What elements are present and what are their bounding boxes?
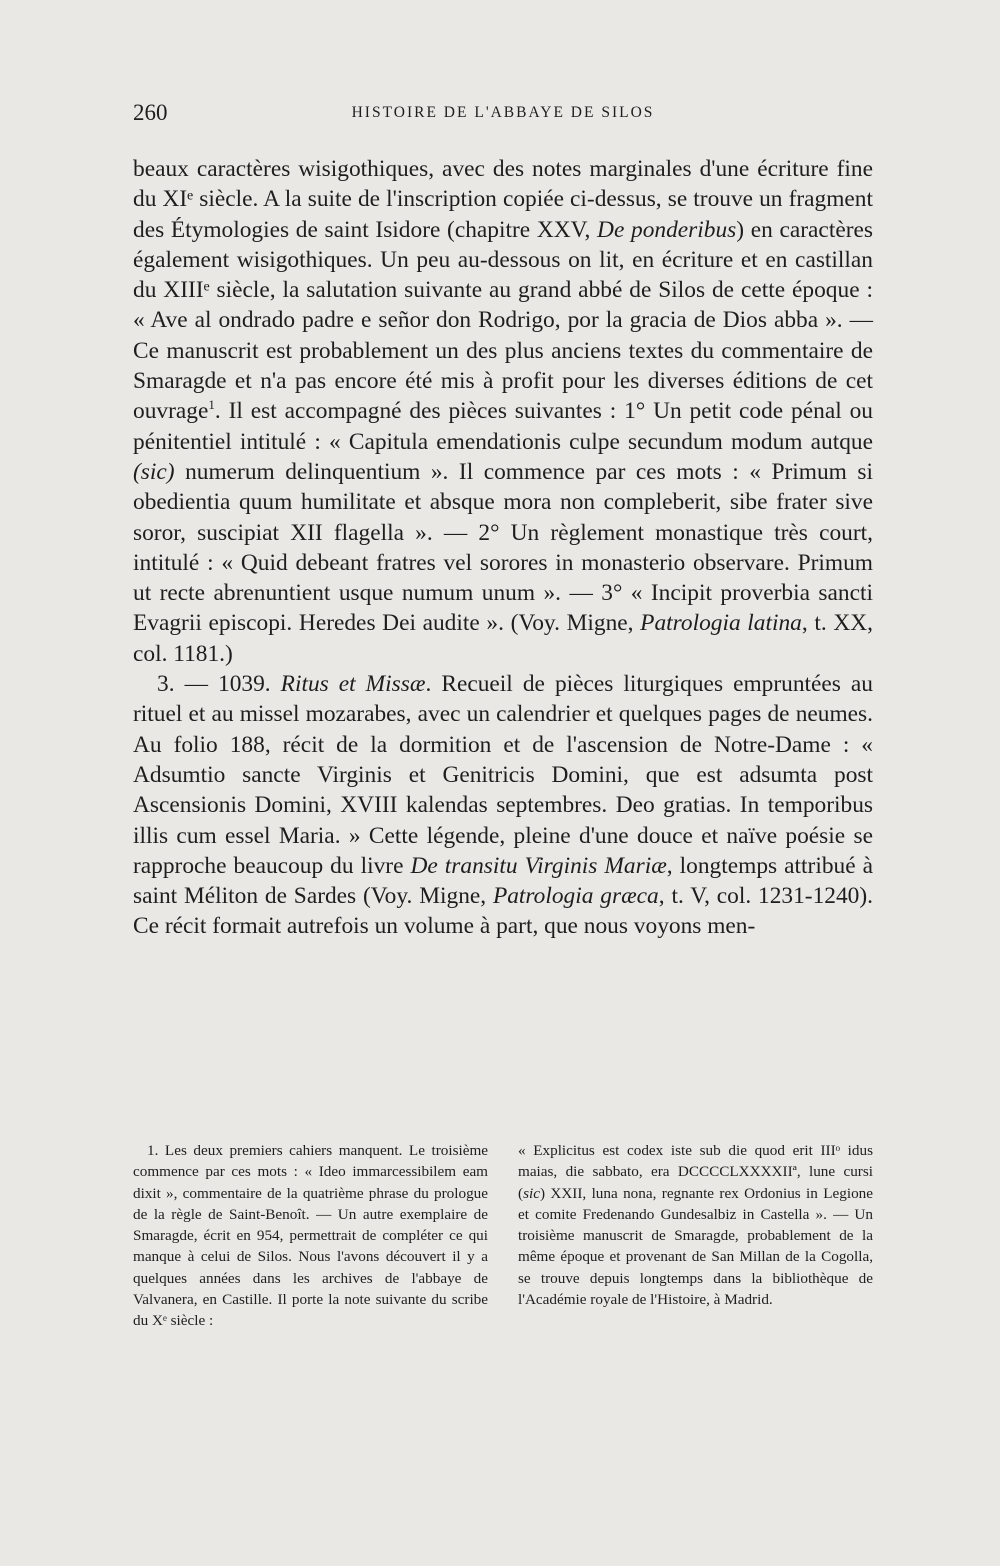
paragraph-2 xyxy=(133,669,873,942)
footnote-1-continued xyxy=(518,1140,873,1310)
text-run: , longtemps attribué à saint Méliton de Sardes (Voy. Migne, xyxy=(133,852,874,910)
page-number: 260 xyxy=(133,100,168,125)
italic-title: Patrologia græca xyxy=(492,883,659,910)
italic-title: Patrologia latina xyxy=(640,610,802,637)
italic-sic: sic xyxy=(523,1184,540,1202)
text-run: numerum delinquentium ». Il commence par ces mots : « Primum si obedientia quum humilitate et absque mora non compleberit, sibe frater sive soror, suscipiat XII flagella ». — 2° Un règlement monastique très court, intitulé : « Quid debeant fratres vel sorores in monasterio observare. Primum ut recte abrenuntient usque numum unum ». — 3° « Incipit proverbia sancti Evagrii episcopi. Heredes Dei audite ». (Voy. Migne, xyxy=(133,458,873,637)
footnote-column-right xyxy=(518,1140,873,1332)
italic-title: De transitu Virginis Mariæ xyxy=(410,852,667,879)
text-run: « Explicitus est codex iste sub die quod erit IIIᵒ idus maias, die sabbato, era DCCCCLXXXXIIª, lune cursi ( xyxy=(518,1142,873,1202)
paragraph-1 xyxy=(133,154,873,669)
italic-title: De ponderibus xyxy=(597,216,737,243)
text-run: beaux caractères wisigothiques, avec des notes marginales d'une écriture fine du XIᵉ siècle. A la suite de l'inscription copiée ci-dessus, se trouve un fragment des Étymologies de saint Isidore (chapitre XXV, xyxy=(133,156,873,243)
footnote-column-left xyxy=(133,1140,488,1332)
page-header xyxy=(133,100,873,140)
italic-title: Ritus et Missæ xyxy=(280,671,426,698)
italic-sic: (sic) xyxy=(133,458,175,485)
text-run: ) XXII, luna nona, regnante rex Ordonius in Legione et comite Fredenando Gundesalbiz in Castella ». — Un troisième manuscrit de Smaragde, probablement de la même époque et provenant de San Millan de la Cogolla, se trouve depuis longtemps dans la bibliothèque de l'Académie royale de l'Histoire, à Madrid. xyxy=(518,1184,873,1309)
footnote-reference: 1 xyxy=(208,397,215,413)
text-run: . Il est accompagné des pièces suivantes : 1° Un petit code pénal ou pénitentiel intitulé : « Capitula emendationis culpe secundum modum autque xyxy=(133,398,873,455)
text-run: , t. V, col. 1231-1240). Ce récit formait autrefois un volume à part, que nous voyons men- xyxy=(133,883,873,940)
text-run: ) en caractères également wisigothiques. Un peu au-dessous on lit, en écriture et en castillan du XIIIᵉ siècle, la salutation suivante au grand abbé de Silos de cette époque : « Ave al ondrado padre e señor don Rodrigo, por la gracia de Dios abba ». — Ce manuscrit est probablement un des plus anciens textes du commentaire de Smaragde et n'a pas encore été mis à profit pour les diverses éditions de cet ouvrage xyxy=(133,216,873,425)
text-run: , t. XX, col. 1181.) xyxy=(133,610,873,667)
running-title: HISTOIRE DE L'ABBAYE DE SILOS xyxy=(351,104,655,121)
text-run: . Recueil de pièces liturgiques empruntées au rituel et au missel mozarabes, avec un calendrier et quelques pages de neumes. Au folio 188, récit de la dormition et de l'ascension de Notre-Dame : « Adsumtio sancte Virginis et Genitricis Domini, que est adsumta post Ascensionis Domini, XVIII kalendas septembres. Deo gratias. In temporibus illis cum essel Maria. » Cette légende, pleine d'une douce et naïve poésie se rapproche beaucoup du livre xyxy=(133,671,873,879)
text-run: 3. — 1039. xyxy=(157,671,281,698)
footnotes xyxy=(133,1140,873,1332)
footnote-1: 1. Les deux premiers cahiers manquent. Le troisième commence par ces mots : « Ideo immarcessibilem eam dixit », commentaire de la quatrième phrase du prologue de la règle de Saint-Benoît. — Un autre exemplaire de Smaragde, écrit en 954, permettrait de compléter ce qui manque à celui de Silos. Nous l'avons découvert il y a quelques années dans les archives de l'abbaye de Valvanera, en Castille. Il porte la note suivante du scribe du Xᵉ siècle : xyxy=(133,1142,488,1330)
main-text xyxy=(133,154,873,942)
